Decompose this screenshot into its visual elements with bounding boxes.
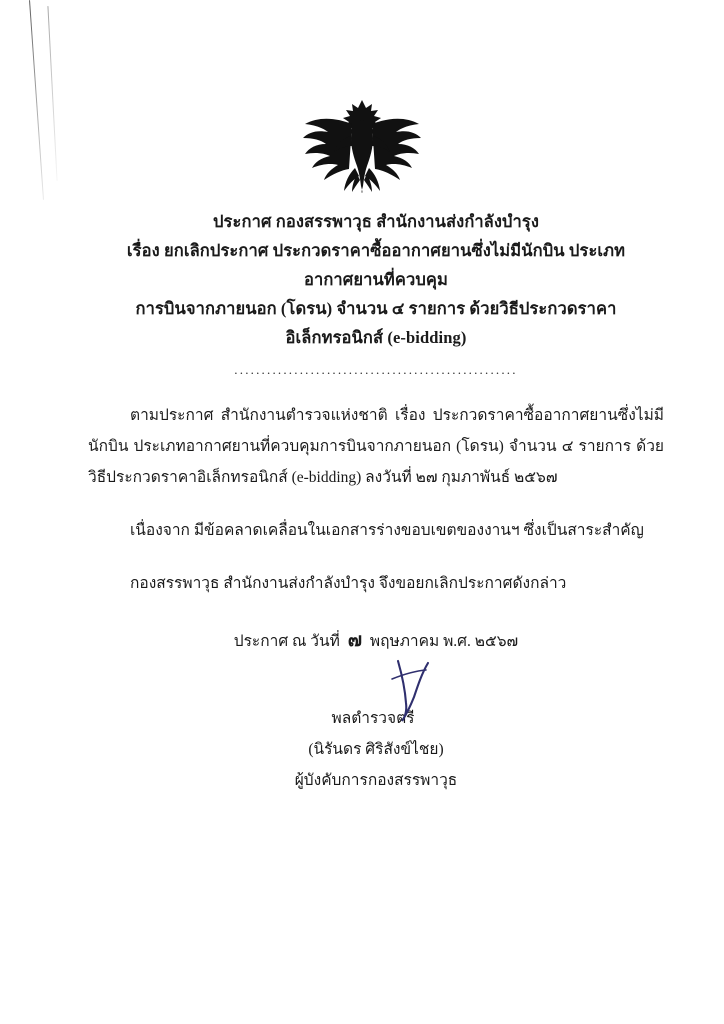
document-body [88,208,664,796]
proclaim-prefix: ประกาศ ณ วันที่ [233,633,340,651]
paragraph-1: ตามประกาศ สำนักงานตำรวจแห่งชาติ เรื่อง ประกวดราคาซื้ออากาศยานซึ่งไม่มีนักบิน ประเภทอากาศยานที่ควบคุมการบินจากภายนอก (โดรน) จำนวน ๔ รายการ ด้วยวิธีประกวดราคาอิเล็กทรอนิกส์ (e-bidding) ลงวันที่ ๒๗ กุมภาพันธ์ ๒๕๖๗ [88,407,664,487]
title-line-2: เรื่อง ยกเลิกประกาศ ประกวดราคาซื้ออากาศยานซึ่งไม่มีนักบิน ประเภทอากาศยานที่ควบคุม [126,240,626,289]
proclaim-day: ๗ [347,630,363,652]
signer-rank: พลตำรวจตรี [331,710,415,728]
signer-role: ผู้บังคับการกองสรรพาวุธ [294,772,458,790]
document-title [88,208,664,352]
signer-name: (นิรันดร ศิริสังข์ไชย) [308,741,444,759]
paragraph-2: เนื่องจาก มีข้อคลาดเคลื่อนในเอกสารร่างขอบเขตของงานฯ ซึ่งเป็นสาระสำคัญ [130,522,644,540]
title-line-1: ประกาศ กองสรรพาวุธ สำนักงานส่งกำลังบำรุง [212,212,540,231]
signature-block [88,703,664,796]
title-line-3: การบินจากภายนอก (โดรน) จำนวน ๔ รายการ ด้วยวิธีประกวดราคาอิเล็กทรอนิกส์ (e-bidding) [135,298,617,347]
proclaim-date [88,625,664,655]
paragraph-3: กองสรรพาวุธ สำนักงานส่งกำลังบำรุง จึงขอยกเลิกประกาศดังกล่าว [130,575,567,593]
divider: .................................................... [234,362,518,378]
garuda-emblem [0,98,724,199]
proclaim-suffix: พฤษภาคม พ.ศ. ๒๕๖๗ [369,633,519,651]
